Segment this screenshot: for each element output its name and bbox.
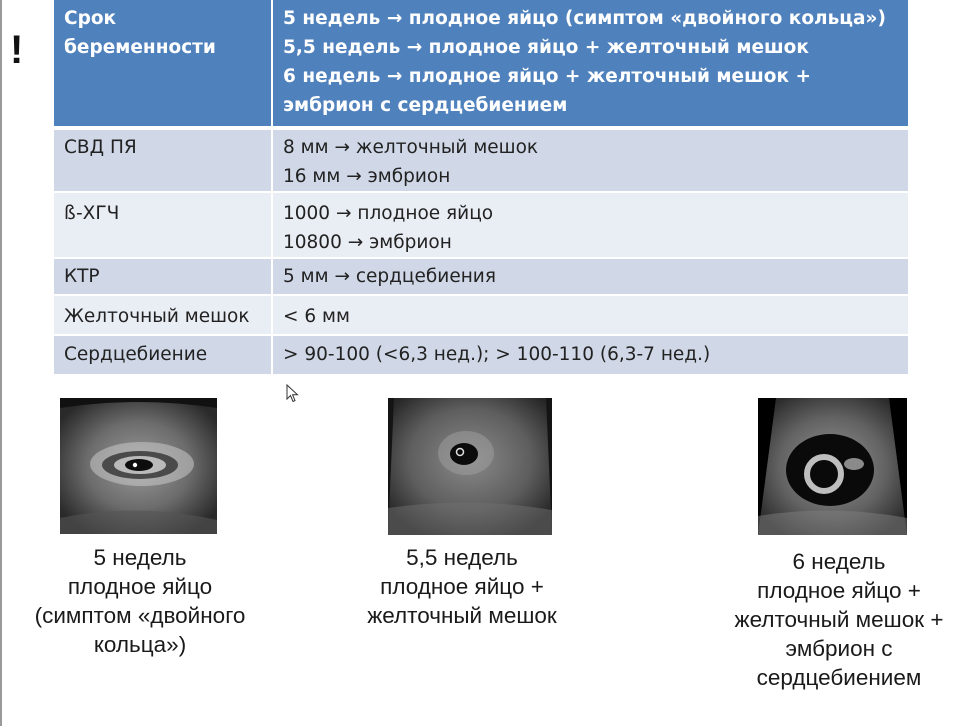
header-label-line: беременности [64, 37, 216, 58]
ultrasound-5-weeks-image [60, 398, 217, 534]
caption-line: кольца») [93, 632, 187, 657]
header-value-line: 6 недель → плодное яйцо + желточный мешок + [283, 66, 811, 87]
header-value-line: 5 недель → плодное яйцо (симптом «двойного кольца») [283, 8, 886, 29]
row-value-line: > 90-100 (<6,3 нед.); > 100-110 (6,3-7 нед.) [283, 344, 711, 365]
row-label: КТР [54, 258, 272, 295]
header-label-cell [54, 0, 272, 128]
table-row [54, 335, 908, 374]
pregnancy-criteria-table [54, 0, 908, 374]
caption-line: 5,5 недель [406, 545, 518, 570]
caption-line: плодное яйцо [67, 574, 213, 599]
row-label: Желточный мешок [54, 295, 272, 335]
row-value [272, 128, 908, 192]
row-value [272, 335, 908, 374]
caption-5-weeks [18, 543, 262, 659]
caption-line: сердцебиением [756, 665, 922, 690]
row-value [272, 258, 908, 295]
table-row [54, 258, 908, 295]
caption-line: 5 недель [93, 545, 187, 570]
caption-line: 6 недель [792, 549, 886, 574]
mouse-pointer-icon [286, 384, 300, 404]
row-value-line: 8 мм → желточный мешок [283, 137, 539, 158]
row-value [272, 192, 908, 258]
row-value-line: < 6 мм [283, 306, 350, 327]
header-value-line: 5,5 недель → плодное яйцо + желточный мешок [283, 37, 809, 58]
caption-6-weeks [716, 547, 962, 692]
caption-line: эмбрион с [785, 636, 893, 661]
row-value-line: 16 мм → эмбрион [283, 166, 451, 187]
table-row [54, 128, 908, 192]
row-label: СВД ПЯ [54, 128, 272, 192]
caption-line: желточный мешок [367, 603, 557, 628]
header-label-line: Срок [64, 8, 117, 29]
ultrasound-5-5-weeks-image [388, 398, 552, 535]
row-value [272, 295, 908, 335]
table-header-row [54, 0, 908, 128]
row-value-line: 5 мм → сердцебиения [283, 266, 496, 287]
caption-line: плодное яйцо + [757, 578, 921, 603]
caption-5-5-weeks [345, 543, 579, 630]
caption-line: желточный мешок + [734, 607, 944, 632]
table-row [54, 192, 908, 258]
exclamation-mark: ! [10, 28, 24, 72]
table-row [54, 295, 908, 335]
row-label: Сердцебиение [54, 335, 272, 374]
row-value-line: 1000 → плодное яйцо [283, 203, 494, 224]
caption-line: плодное яйцо + [380, 574, 544, 599]
header-value-cell [272, 0, 908, 128]
slide-left-border [0, 0, 2, 726]
row-label: ß-ХГЧ [54, 192, 272, 258]
ultrasound-6-weeks-image [758, 398, 907, 535]
row-value-line: 10800 → эмбрион [283, 232, 452, 253]
caption-line: (симптом «двойного [34, 603, 246, 628]
header-value-line: эмбрион с сердцебиением [283, 95, 568, 116]
